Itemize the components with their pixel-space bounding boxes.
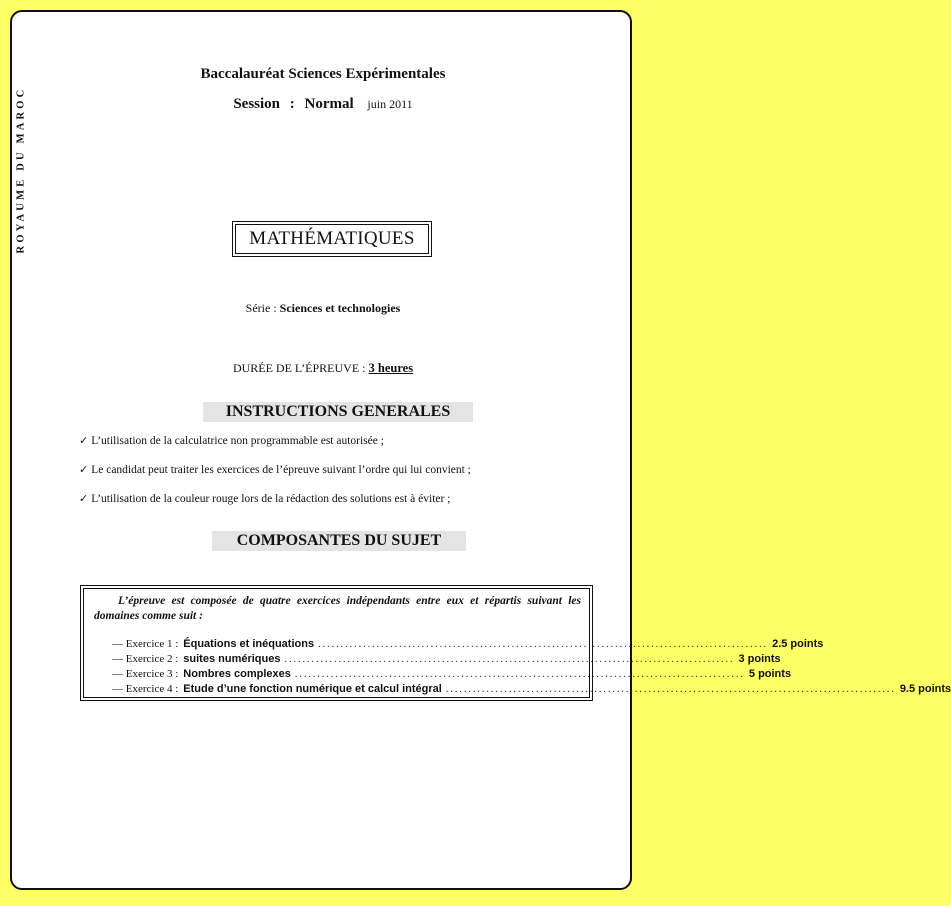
instruction-text: L’utilisation de la calculatrice non programmable est autorisée ; xyxy=(91,435,384,447)
leader-dots: .................................................................................................... xyxy=(294,669,745,680)
exercise-label: — Exercice 1 : xyxy=(112,638,179,650)
instruction-text: L’utilisation de la couleur rouge lors de la rédaction des solutions est à éviter ; xyxy=(91,493,451,505)
subject-title: MATHÉMATIQUES xyxy=(235,224,429,254)
instruction-item xyxy=(79,463,471,476)
exercise-label: — Exercice 4 : xyxy=(112,683,179,695)
instruction-item xyxy=(79,434,384,447)
composantes-box-inner xyxy=(83,588,951,698)
exercise-points: 3 points xyxy=(738,653,781,665)
exercise-points: 5 points xyxy=(748,668,792,680)
check-icon: ✓ xyxy=(79,434,89,447)
session-label: Session xyxy=(233,96,281,112)
leader-dots: .................................................................................................... xyxy=(445,684,896,695)
exam-title: Baccalauréat Sciences Expérimentales xyxy=(200,66,446,82)
duree-value: 3 heures xyxy=(368,361,414,375)
check-icon: ✓ xyxy=(79,492,89,505)
session-date: juin 2011 xyxy=(367,97,413,111)
serie-label: Série : xyxy=(245,301,277,315)
instruction-item xyxy=(79,492,450,505)
serie-value: Sciences et technologies xyxy=(279,301,401,315)
exercise-row xyxy=(112,653,781,667)
leader-dots: .................................................................................................... xyxy=(284,654,735,665)
leader-dots: .................................................................................................... xyxy=(318,639,769,650)
exercise-points: 2.5 points xyxy=(772,638,824,650)
exercise-subject: Équations et inéquations xyxy=(183,638,315,650)
exercise-row xyxy=(112,683,951,697)
exercise-row xyxy=(112,668,792,682)
exercise-subject: Nombres complexes xyxy=(183,668,291,680)
duree-label: DURÉE DE L’ÉPREUVE : xyxy=(232,361,366,375)
duree-line xyxy=(0,361,646,376)
exam-page xyxy=(10,10,632,890)
exercise-subject: Etude d’une fonction numérique et calcul intégral xyxy=(183,683,442,695)
exercise-label: — Exercice 3 : xyxy=(112,668,179,680)
subject-box xyxy=(232,221,432,257)
session-sep: : xyxy=(289,96,295,112)
country-label: ROYAUME DU MAROC xyxy=(15,86,27,254)
session-value: Normal xyxy=(304,96,354,112)
exercise-subject: suites numériques xyxy=(183,653,281,665)
exercise-label: — Exercice 2 : xyxy=(112,653,179,665)
composantes-box xyxy=(80,585,951,701)
session-line xyxy=(0,96,646,113)
check-icon: ✓ xyxy=(79,463,89,476)
instructions-heading: INSTRUCTIONS GENERALES xyxy=(203,402,473,422)
instruction-text: Le candidat peut traiter les exercices de l’épreuve suivant l’ordre qui lui convient ; xyxy=(91,464,471,476)
sidebar-country xyxy=(13,60,29,280)
exercise-row xyxy=(112,638,824,652)
exercise-points: 9.5 points xyxy=(899,683,951,695)
composantes-heading: COMPOSANTES DU SUJET xyxy=(212,531,466,551)
serie-line xyxy=(0,301,646,316)
composantes-intro: L’épreuve est composée de quatre exercices indépendants entre eux et répartis suivant les domaines comme suit : xyxy=(94,595,581,622)
